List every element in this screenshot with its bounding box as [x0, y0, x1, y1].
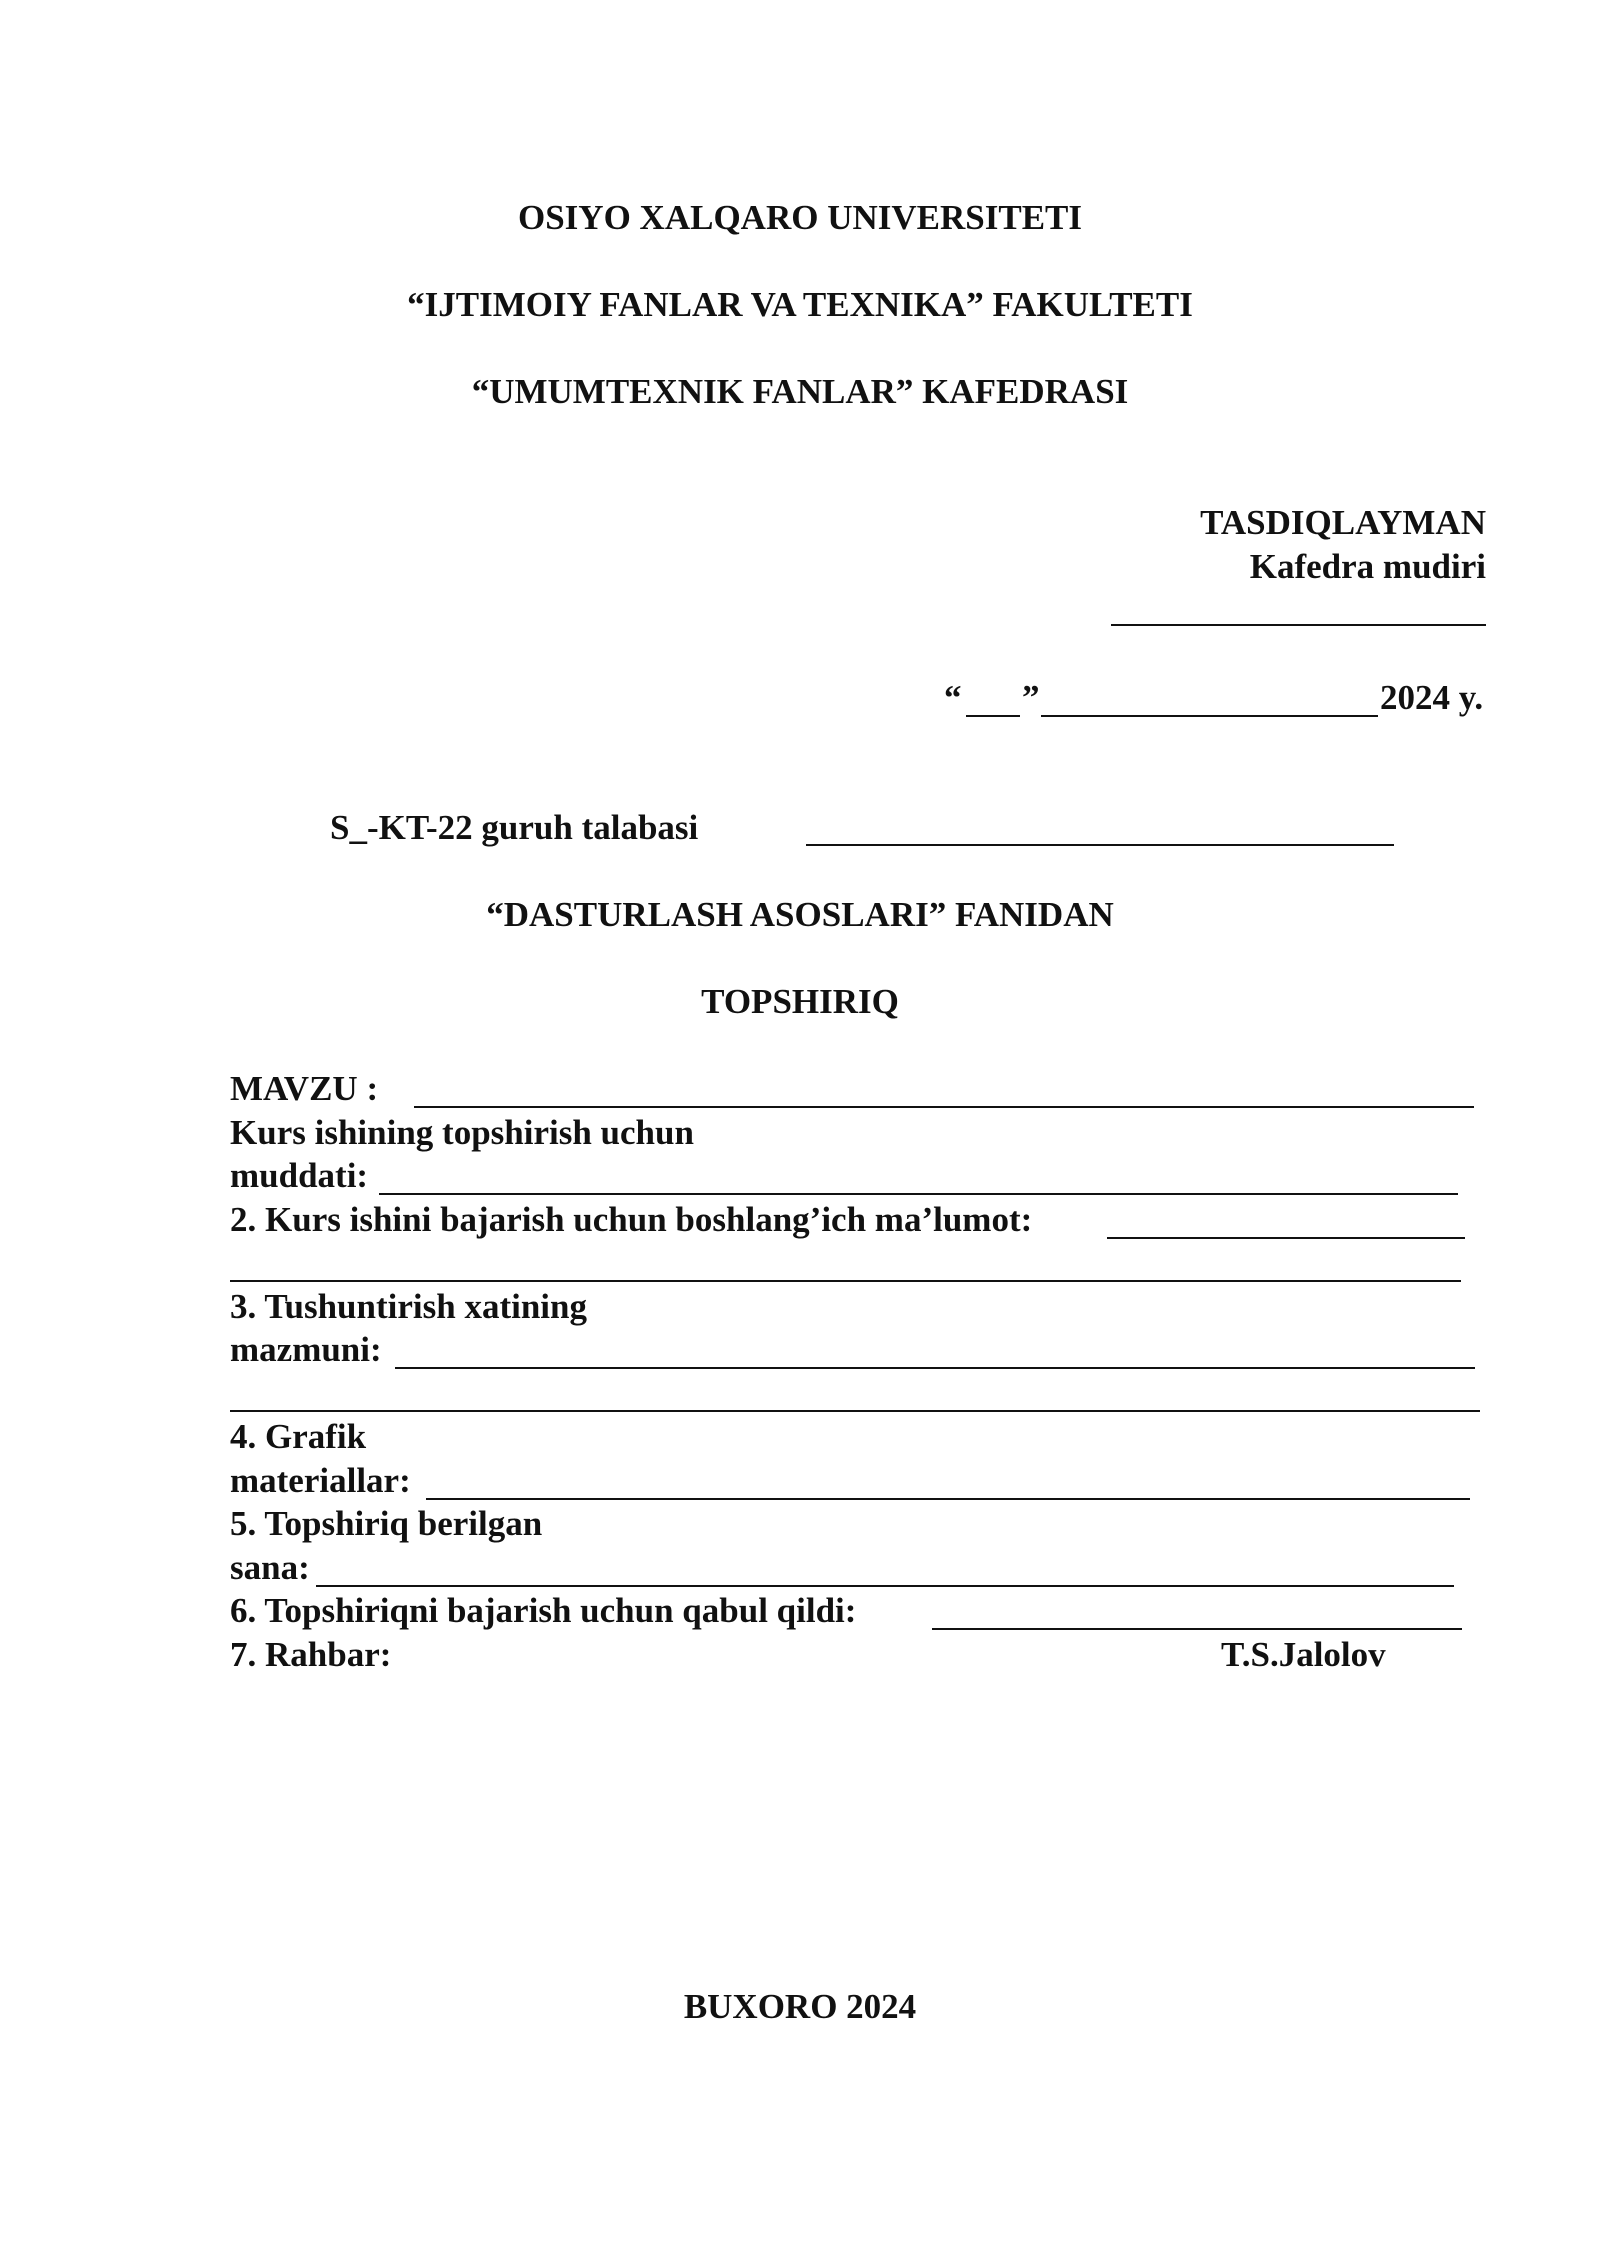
accepted-label: 6. Topshiriqni bajarish uchun qabul qildi:	[230, 1591, 857, 1630]
date-month-line	[1041, 715, 1378, 717]
explanatory-label-line1: 3. Tushuntirish xatining	[230, 1287, 587, 1326]
document-title: TOPSHIRIQ	[701, 982, 899, 1021]
explanatory-line-2	[230, 1410, 1480, 1412]
supervisor-label: 7. Rahbar:	[230, 1635, 392, 1674]
initial-data-line	[1107, 1237, 1465, 1239]
faculty-name: “IJTIMOIY FANLAR VA TEXNIKA” FAKULTETI	[407, 285, 1193, 324]
student-name-line	[806, 844, 1394, 846]
accepted-signature-line	[932, 1628, 1462, 1630]
initial-data-line-2	[230, 1280, 1461, 1282]
student-group-label: S_-KT-22 guruh talabasi	[330, 808, 699, 847]
deadline-label-line1: Kurs ishining topshirish uchun	[230, 1113, 694, 1152]
approval-signature-line	[1111, 624, 1486, 626]
explanatory-line	[395, 1367, 1475, 1369]
graphics-label-line1: 4. Grafik	[230, 1417, 367, 1456]
date-close-quote: ”	[1022, 678, 1040, 717]
date-open-quote: “	[944, 678, 962, 717]
approval-title: TASDIQLAYMAN	[1200, 503, 1486, 542]
issued-date-line	[316, 1585, 1454, 1587]
date-day-line	[966, 715, 1020, 717]
deadline-label-line2: muddati:	[230, 1156, 369, 1195]
initial-data-label: 2. Kurs ishini bajarish uchun boshlang’ich ma’lumot:	[230, 1200, 1033, 1239]
approval-year: 2024 y.	[1380, 678, 1484, 717]
supervisor-name: T.S.Jalolov	[1221, 1635, 1386, 1674]
university-name: OSIYO XALQARO UNIVERSITETI	[517, 198, 1083, 237]
issued-label-line1: 5. Topshiriq berilgan	[230, 1504, 543, 1543]
mavzu-label: MAVZU :	[230, 1069, 379, 1108]
department-name: “UMUMTEXNIK FANLAR” KAFEDRASI	[471, 372, 1129, 411]
issued-label-line2: sana:	[230, 1548, 310, 1587]
mavzu-line	[414, 1106, 1474, 1108]
deadline-line	[379, 1193, 1458, 1195]
graphics-label-line2: materiallar:	[230, 1461, 411, 1500]
explanatory-label-line2: mazmuni:	[230, 1330, 382, 1369]
subject-title: “DASTURLASH ASOSLARI” FANIDAN	[486, 895, 1114, 934]
footer-city-year: BUXORO 2024	[683, 1987, 917, 2026]
approval-role: Kafedra mudiri	[1249, 547, 1486, 586]
graphics-line	[426, 1498, 1470, 1500]
